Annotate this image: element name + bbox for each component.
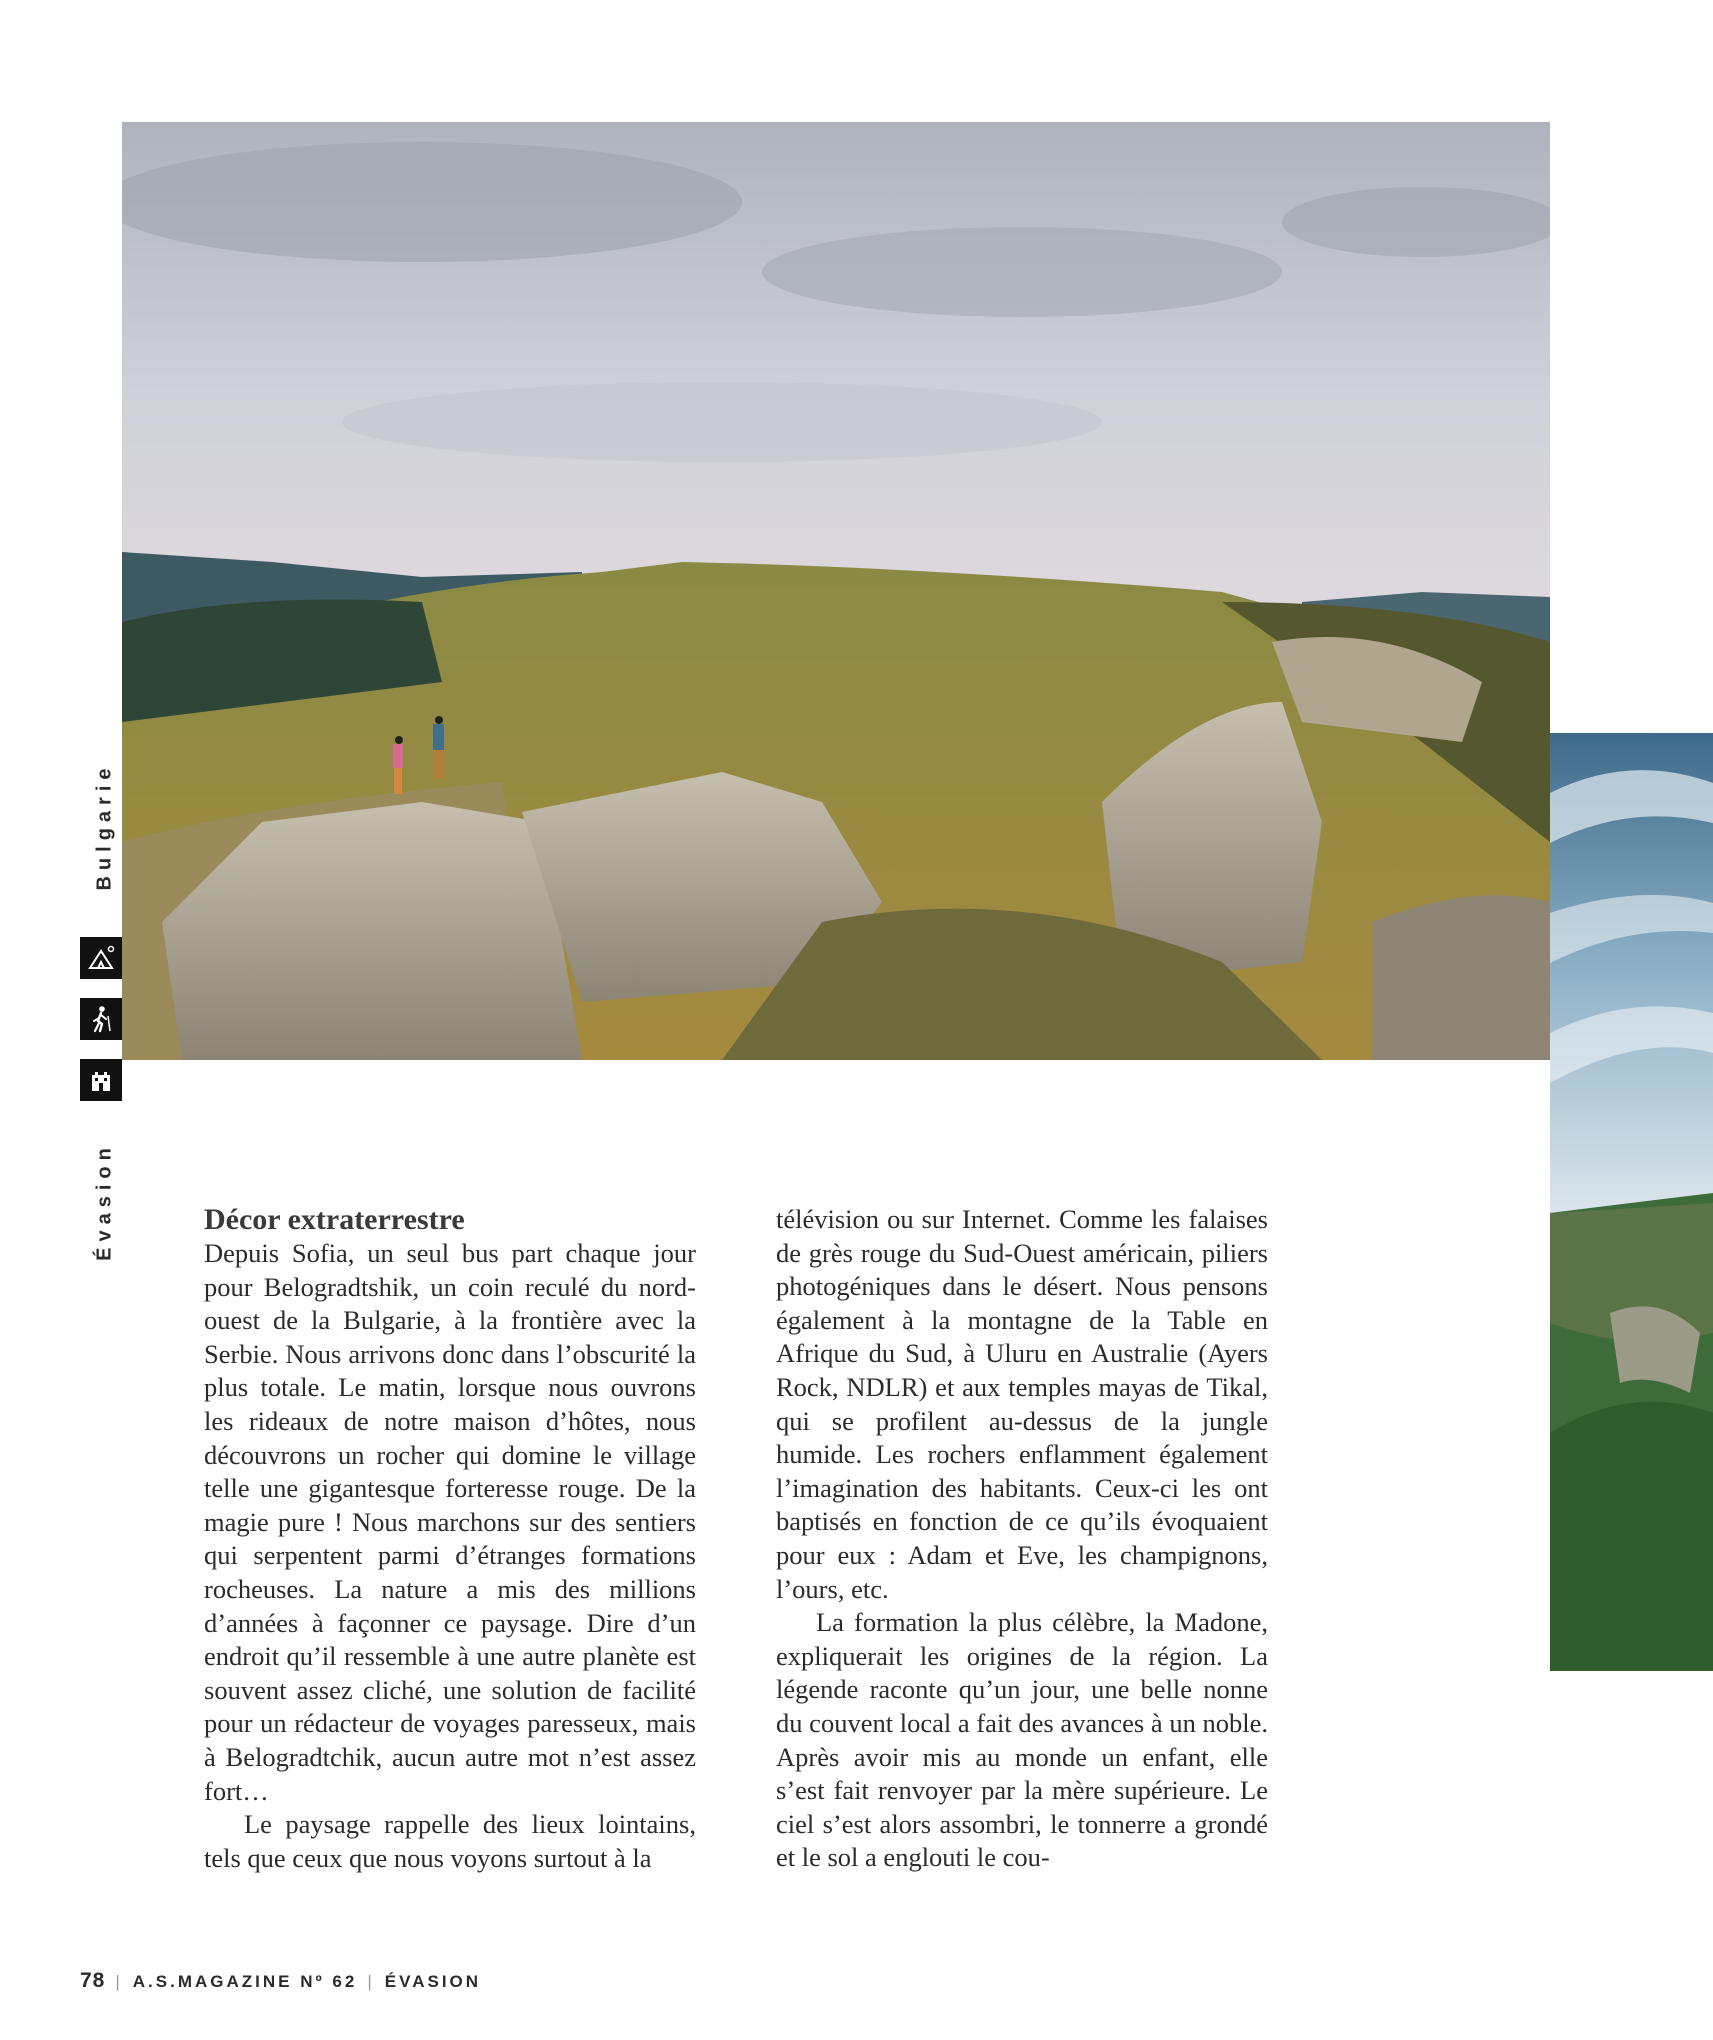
landscape-photo [122, 122, 1550, 1060]
footer-separator: | [367, 1972, 375, 1991]
section-label-bulgarie: Bulgarie [93, 762, 116, 891]
side-photo [1550, 733, 1713, 1671]
footer-section: ÉVASION [384, 1972, 482, 1991]
page-footer [80, 1969, 481, 1993]
magazine-name: A.S.MAGAZINE Nº 62 [132, 1972, 358, 1991]
article-paragraph: télévision ou sur Internet. Comme les falaises de grès rouge du Sud-Ouest américain, piliers photogéniques dans le désert. Nous pensons également à la montagne de la Table en Afrique du Sud, à Uluru en Australie (Ayers Rock, NDLR) et aux temples mayas de Tikal, qui se profilent au-dessus de la jungle humide. Les rochers enflamment également l’imagination des habitants. Ceux-ci les ont baptisés en fonction de ce qu’ils évoquaient pour eux : Adam et Eve, les champignons, l’ours, etc. [776, 1204, 1268, 1604]
article-column-left [204, 1203, 696, 1875]
camping-icon [80, 937, 122, 979]
castle-icon [80, 1059, 122, 1101]
footer-separator: | [115, 1972, 123, 1991]
section-label-evasion: Évasion [93, 1142, 116, 1261]
article-column-right [776, 1203, 1268, 1875]
article-heading: Décor extraterrestre [204, 1203, 465, 1236]
article-paragraph: Le paysage rappelle des lieux lointains, tels que ceux que nous voyons surtout à la [204, 1809, 696, 1873]
hiking-icon [80, 998, 122, 1040]
article-paragraph: La formation la plus célèbre, la Madone, expliquerait les origines de la région. La légende raconte qu’un jour, une belle nonne du couvent local a fait des avances à un noble. Après avoir mis au monde un enfant, elle s’est fait renvoyer par la mère supérieure. Le ciel s’est alors assombri, le tonnerre a grondé et le sol a englouti le cou- [776, 1607, 1268, 1873]
page-number: 78 [80, 1969, 106, 1992]
article-paragraph: Depuis Sofia, un seul bus part chaque jour pour Belogradtshik, un coin reculé du nord-ouest de la Bulgarie, à la frontière avec la Serbie. Nous arrivons donc dans l’obscurité la plus totale. Le matin, lorsque nous ouvrons les rideaux de notre maison d’hôtes, nous découvrons un rocher qui domine le village telle une gigantesque forteresse rouge. De la magie pure ! Nous marchons sur des sentiers qui serpentent parmi d’étranges formations rocheuses. La nature a mis des millions d’années à façonner ce paysage. Dire d’un endroit qu’il ressemble à une autre planète est souvent assez cliché, une solution de facilité pour un rédacteur de voyages paresseux, mais à Belogradtchik, aucun autre mot n’est assez fort… [204, 1238, 696, 1806]
